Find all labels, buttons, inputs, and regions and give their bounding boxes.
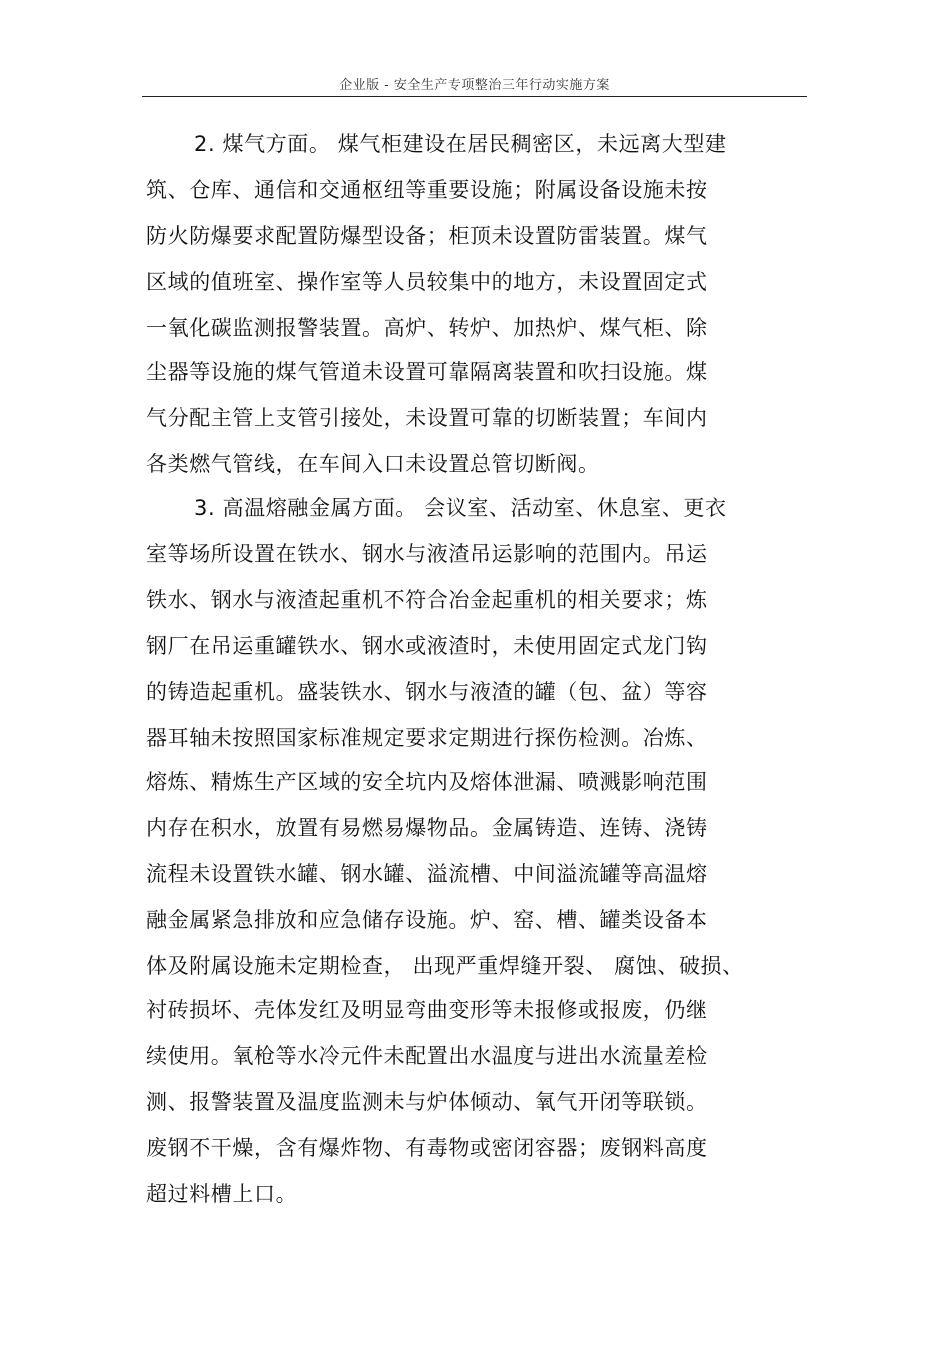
paragraph-line: 一氧化碳监测报警装置。高炉、转炉、加热炉、煤气柜、除: [146, 316, 708, 340]
paragraph-line: 内存在积水，放置有易燃易爆物品。金属铸造、连铸、浇铸: [146, 816, 708, 840]
paragraph-line: 各类燃气管线，在车间入口未设置总管切断阀。: [146, 452, 600, 476]
paragraph-line: 的铸造起重机。盛装铁水、钢水与液渣的罐（包、盆）等容: [146, 680, 708, 704]
paragraph-line: 室等场所设置在铁水、钢水与液渣吊运影响的范围内。吊运: [146, 542, 708, 566]
paragraph-line: 尘器等设施的煤气管道未设置可靠隔离装置和吹扫设施。煤: [146, 360, 708, 384]
paragraph-line: 筑、仓库、通信和交通枢纽等重要设施；附属设备设施未按: [146, 178, 708, 202]
paragraph-line: 气分配主管上支管引接处，未设置可靠的切断装置；车间内: [146, 406, 708, 430]
paragraph-line: 熔炼、精炼生产区域的安全坑内及熔体泄漏、喷溅影响范围: [146, 770, 708, 794]
paragraph-line: 器耳轴未按照国家标准规定要求定期进行探伤检测。冶炼、: [146, 726, 708, 750]
paragraph-line: 3. 高温熔融金属方面。 会议室、活动室、休息室、更衣: [194, 496, 727, 520]
page-header: [142, 72, 807, 97]
paragraph-line: 体及附属设施未定期检查， 出现严重焊缝开裂、 腐蚀、破损、: [146, 954, 744, 978]
paragraph-line: 2. 煤气方面。 煤气柜建设在居民稠密区，未远离大型建: [194, 132, 727, 156]
paragraph-line: 测、报警装置及温度监测未与炉体倾动、氧气开闭等联锁。: [146, 1090, 708, 1114]
paragraph-line: 防火防爆要求配置防爆型设备；柜顶未设置防雷装置。煤气: [146, 224, 708, 248]
paragraph-line: 衬砖损坏、壳体发红及明显弯曲变形等未报修或报废，仍继: [146, 998, 708, 1022]
paragraph-line: 续使用。氧枪等水冷元件未配置出水温度与进出水流量差检: [146, 1044, 708, 1068]
paragraph-line: 超过料槽上口。: [146, 1182, 298, 1206]
paragraph-line: 铁水、钢水与液渣起重机不符合冶金起重机的相关要求；炼: [146, 588, 708, 612]
paragraph-line: 区域的值班室、操作室等人员较集中的地方，未设置固定式: [146, 270, 708, 294]
header-title: 企业版 - 安全生产专项整治三年行动实施方案: [339, 78, 610, 93]
paragraph-line: 流程未设置铁水罐、钢水罐、溢流槽、中间溢流罐等高温熔: [146, 862, 708, 886]
paragraph-line: 废钢不干燥，含有爆炸物、有毒物或密闭容器；废钢料高度: [146, 1136, 708, 1160]
paragraph-line: 融金属紧急排放和应急储存设施。炉、窑、槽、罐类设备本: [146, 908, 708, 932]
paragraph-line: 钢厂在吊运重罐铁水、钢水或液渣时，未使用固定式龙门钩: [146, 634, 708, 658]
